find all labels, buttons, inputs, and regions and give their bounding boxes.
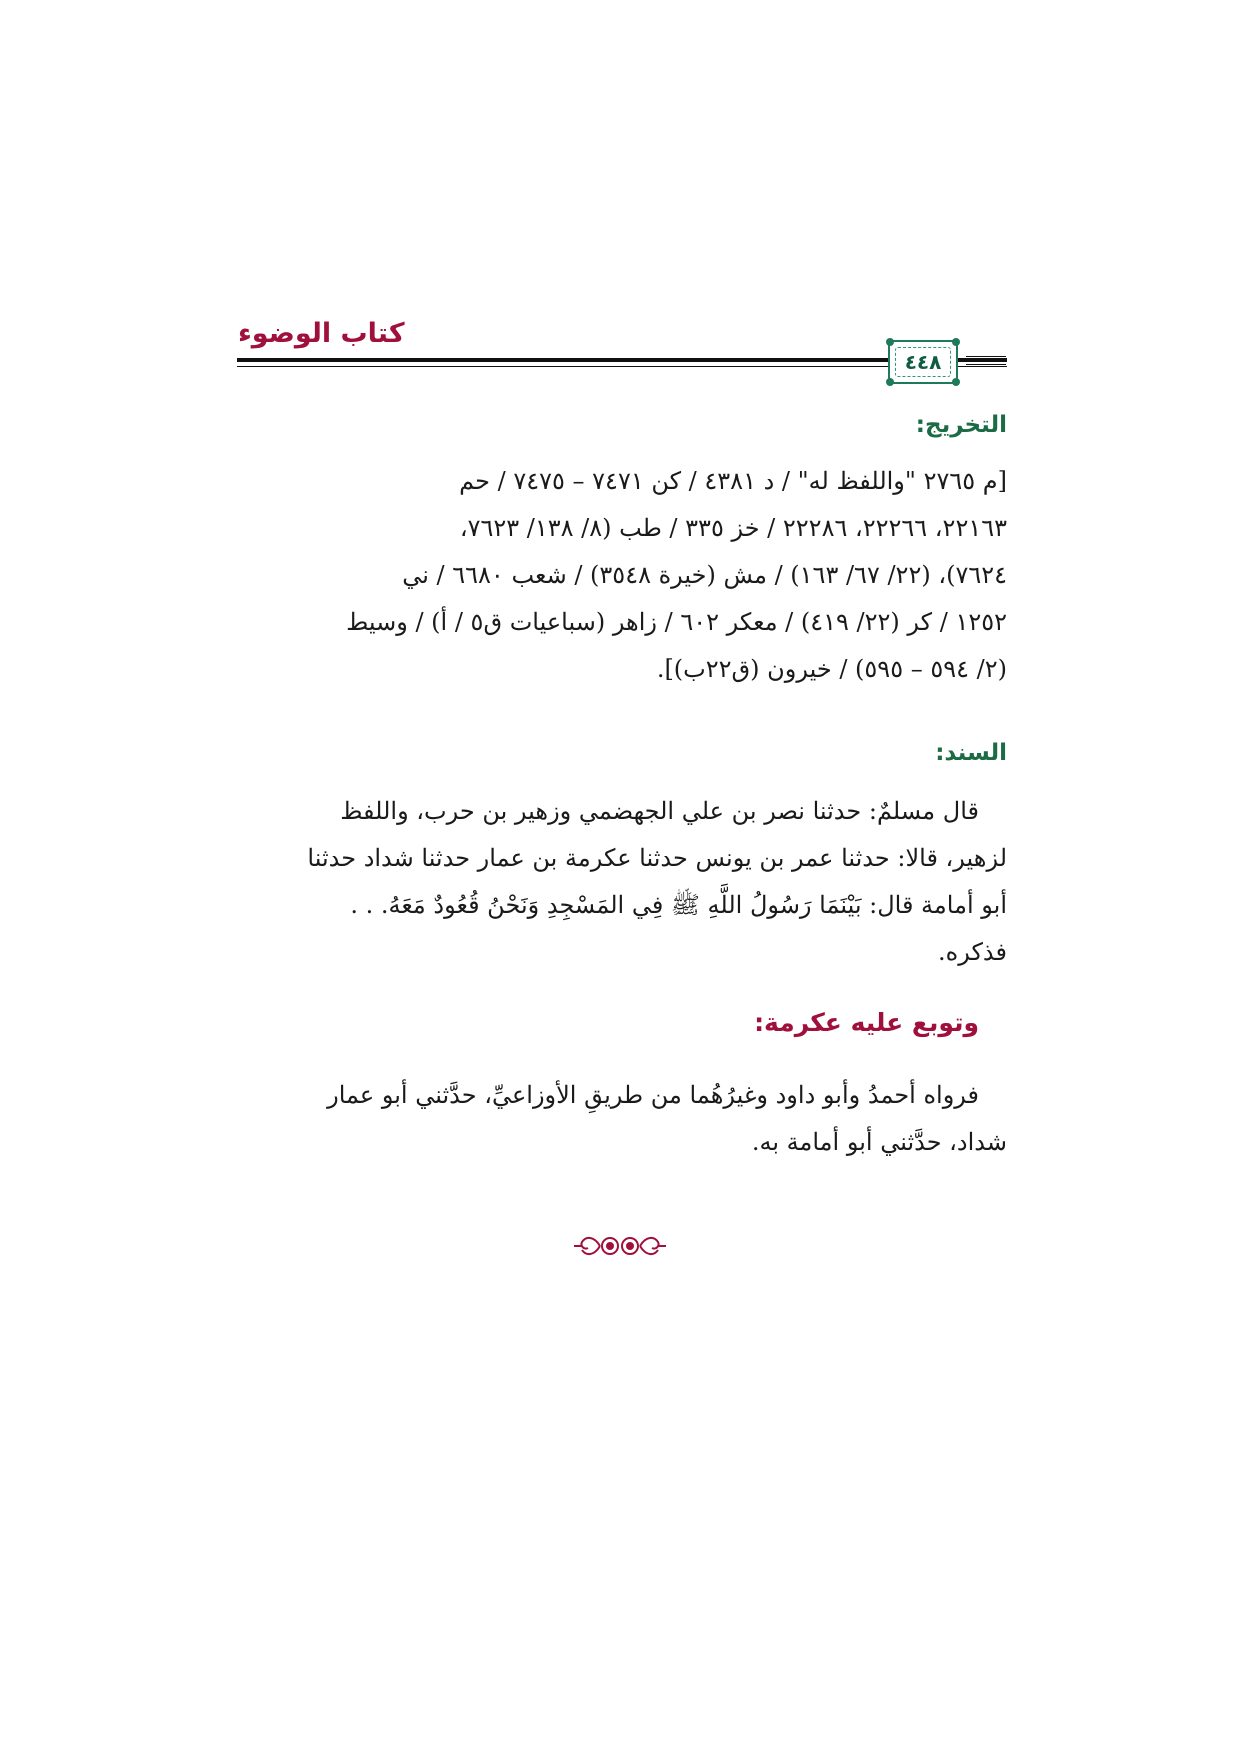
badge-corner-icon: [886, 378, 894, 386]
sanad-block: [237, 788, 1007, 976]
takhrij-line: [م ٢٧٦٥ "واللفظ له" / د ٤٣٨١ / كن ٧٤٧١ – ٧٤٧٥ / حم: [459, 467, 1007, 495]
badge-corner-icon: [952, 338, 960, 346]
page-number: ٤٤٨: [895, 347, 951, 377]
badge-corner-icon: [886, 338, 894, 346]
takhrij-heading-block: [237, 412, 1007, 438]
badge-corner-icon: [952, 378, 960, 386]
mutaba-line: شداد، حدَّثني أبو أمامة به.: [751, 1128, 1007, 1156]
sanad-line: قال مسلمٌ: حدثنا نصر بن علي الجهضمي وزهير بن حرب، واللفظ: [340, 797, 979, 825]
takhrij-block: [237, 458, 1007, 693]
takhrij-line: (٢/ ٥٩٤ – ٥٩٥) / خيرون (ق٢٢ب)].: [656, 655, 1007, 683]
mutaba-heading-block: [237, 1008, 1007, 1037]
page-number-badge: [888, 340, 958, 384]
mutaba-heading: وتوبع عليه عكرمة:: [754, 1008, 979, 1037]
sanad-line: فذكره.: [938, 938, 1007, 966]
sanad-heading-block: [237, 740, 1007, 766]
mutaba-block: [237, 1072, 1007, 1166]
sanad-heading: السند:: [935, 740, 1007, 766]
takhrij-line: ٢٢١٦٣، ٢٢٢٦٦، ٢٢٢٨٦ / خز ٣٣٥ / طب (٨/ ١٣٨/ ٧٦٢٣،: [459, 514, 1007, 542]
sanad-line: أبو أمامة قال: بَيْنَمَا رَسُولُ اللَّهِ ﷺ فِي المَسْجِدِ وَنَحْنُ قُعُودٌ مَعَهُ. . .: [350, 891, 1007, 919]
sanad-line: لزهير، قالا: حدثنا عمر بن يونس حدثنا عكرمة بن عمار حدثنا شداد حدثنا: [307, 844, 1007, 872]
takhrij-line: ١٢٥٢ / كر (٢٢/ ٤١٩) / معكر ٦٠٢ / زاهر (سباعيات ق٥ / أ) / وسيط: [346, 608, 1007, 636]
header-rule-short-bottom: [966, 364, 1006, 365]
takhrij-line: ٧٦٢٤)، (٢٢/ ٦٧/ ١٦٣) / مش (خيرة ٣٥٤٨) / شعب ٦٦٨٠ / ني: [402, 561, 1007, 589]
header-rule-short-top: [966, 356, 1006, 357]
chapter-title: كتاب الوضوء: [238, 318, 405, 349]
takhrij-heading: التخريج:: [915, 412, 1007, 438]
mutaba-line: فرواه أحمدُ وأبو داود وغيرُهُما من طريقِ الأوزاعيِّ، حدَّثني أبو عمار: [327, 1081, 979, 1109]
floral-divider-icon: [570, 1226, 670, 1266]
